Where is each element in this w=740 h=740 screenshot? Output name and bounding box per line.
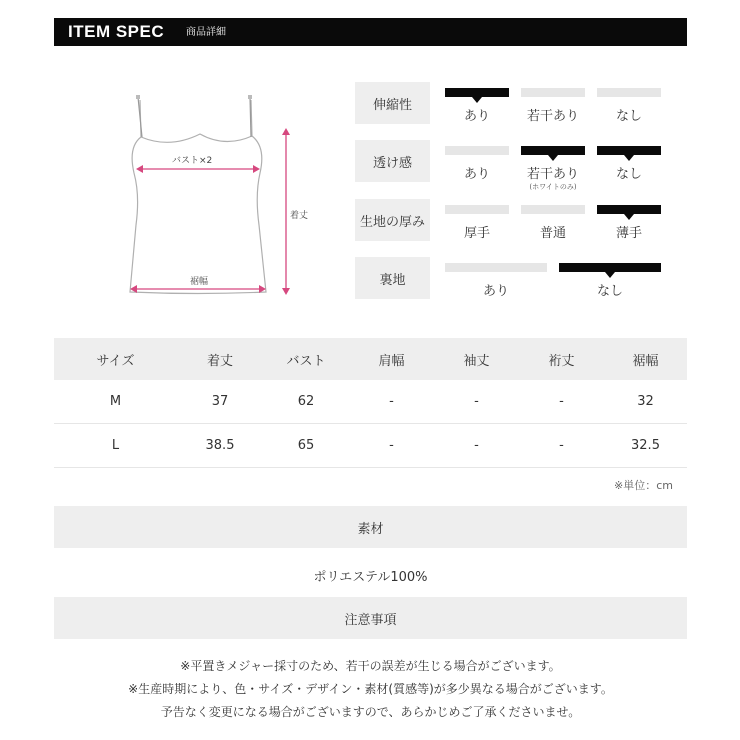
length-arrow: [282, 128, 290, 295]
thickness-option-thick: 厚手: [463, 226, 490, 241]
lining-bar-yes: [445, 263, 547, 272]
stretch-bar-no: [597, 88, 661, 97]
note-line: ※平置きメジャー採寸のため、若干の誤差が生じる場合がございます。: [180, 659, 561, 673]
sheer-option-slight: 若干あり: [526, 167, 579, 182]
spec-label-stretch: 伸縮性: [355, 82, 430, 124]
sheer-bar-no: [597, 146, 661, 155]
table-cell: L: [111, 438, 120, 453]
spec-label-lining: 裏地: [355, 257, 430, 299]
header-size: サイズ: [96, 353, 135, 369]
thickness-option-thin: 薄手: [615, 226, 642, 241]
length-label: 着丈: [290, 211, 309, 221]
sheer-option-yes: あり: [463, 167, 490, 182]
table-cell: M: [109, 394, 122, 409]
table-row: [54, 424, 687, 468]
thickness-bar-thick: [445, 205, 509, 214]
header-sleeve: 袖丈: [463, 353, 490, 369]
thickness-option-normal: 普通: [539, 226, 566, 241]
unit-note: ※単位：cm: [614, 479, 673, 492]
table-cell: -: [559, 394, 564, 409]
sheer-option-no: なし: [615, 167, 642, 182]
stretch-option-yes: あり: [463, 109, 490, 124]
lining-option-no: なし: [596, 284, 623, 299]
stretch-option-no: なし: [615, 109, 642, 124]
table-cell: -: [474, 438, 479, 453]
note-line: 予告なく変更になる場合がございますので、あらかじめご了承くださいませ。: [160, 705, 581, 719]
table-row: [54, 380, 687, 424]
sheer-bar-slight: [521, 146, 585, 155]
table-cell: -: [389, 394, 394, 409]
camisole-diagram: [110, 85, 310, 305]
lining-bar-no: [559, 263, 661, 272]
note-line: ※生産時期により、色・サイズ・デザイン・素材(質感等)が多少異なる場合がございます。: [128, 682, 613, 696]
header-shoulder: 肩幅: [378, 353, 405, 369]
sheer-bar-yes: [445, 146, 509, 155]
stretch-bar-yes: [445, 88, 509, 97]
table-cell: -: [474, 394, 479, 409]
header-hem: 裾幅: [632, 353, 659, 369]
header-yuki: 裄丈: [548, 353, 575, 369]
material-value: ポリエステル100%: [313, 570, 428, 585]
spec-label-sheerness: 透け感: [355, 140, 430, 182]
bust-arrow: [136, 165, 260, 173]
hem-label: 裾幅: [190, 277, 209, 287]
thickness-bar-thin: [597, 205, 661, 214]
size-table: [54, 338, 687, 468]
table-cell: -: [559, 438, 564, 453]
stretch-option-slight: 若干あり: [526, 109, 579, 124]
lining-option-yes: あり: [482, 284, 509, 299]
sheer-note: (ホワイトのみ): [529, 183, 577, 191]
size-table-header: [54, 338, 687, 380]
material-heading: 素材: [54, 506, 687, 548]
table-cell: 38.5: [205, 438, 235, 453]
bust-label: バスト×2: [172, 156, 213, 166]
table-cell: -: [389, 438, 394, 453]
garment-outline: [140, 100, 252, 142]
header-bust: バスト: [286, 353, 326, 369]
thickness-bar-normal: [521, 205, 585, 214]
header-subtitle: 商品詳細: [186, 27, 226, 38]
table-cell: 32: [637, 394, 654, 409]
stretch-bar-slight: [521, 88, 585, 97]
table-cell: 32.5: [631, 438, 660, 453]
table-cell: 65: [297, 438, 315, 453]
notes-heading: 注意事項: [54, 597, 687, 639]
header-length: 着丈: [206, 353, 233, 369]
header-title: ITEM SPEC: [68, 22, 165, 41]
table-cell: 37: [211, 394, 229, 409]
table-cell: 62: [297, 394, 315, 409]
spec-label-thickness: 生地の厚み: [355, 199, 430, 241]
